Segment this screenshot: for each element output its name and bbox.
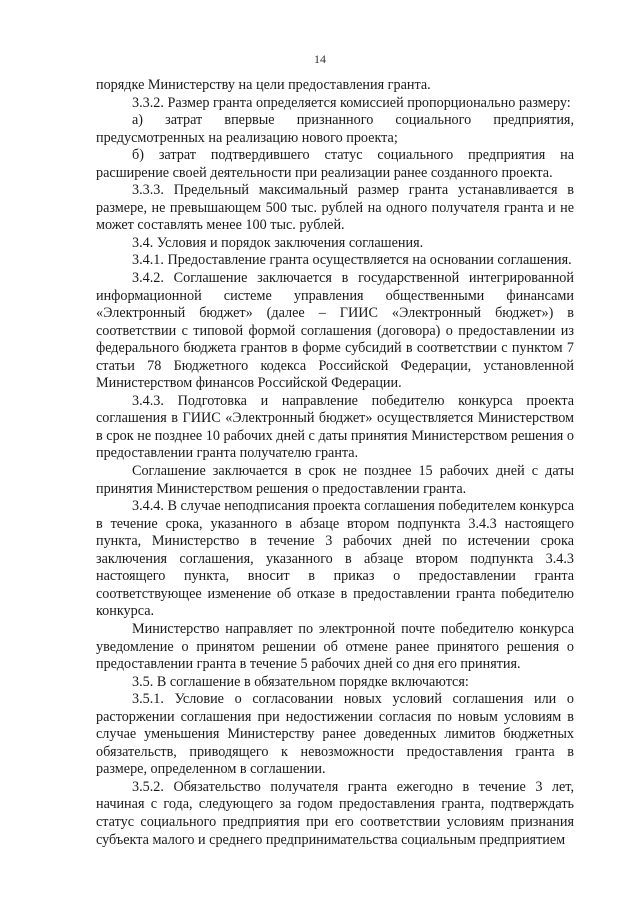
paragraph-3-4: 3.4. Условия и порядок заключения соглашения. [132,234,424,251]
paragraph-3-3-2-b: б) затрат подтвердившего статус социального предприятия на расширение своей деятельности при реализации ранее созданного проекта. [96,147,574,181]
paragraph-3-5: 3.5. В соглашение в обязательном порядке включаются: [132,673,469,690]
paragraph-3-4-2: 3.4.2. Соглашение заключается в государственной интегрированной информационной системе управления общественными финансами «Электронный бюджет» (далее – ГИИС «Электронный бюджет») в соответствии с типовой формой соглашения (договора) о предоставлении из федерального бюджета грантов в форме субсидий в соответствии с пунктом 7 статьи 78 Бюджетного кодекса Российской Федерации, установленной Министерством финансов Российской Федерации. [96,270,574,392]
paragraph-3-4-1: 3.4.1. Предоставление гранта осуществляется на основании соглашения. [132,252,572,269]
paragraph-3-5-1: 3.5.1. Условие о согласовании новых условий соглашения или о расторжении соглашения при недостижении согласия по новым условиям в случае уменьшения Министерству ранее доведенных лимитов бюджетных обязательств, приводящего к невозможности предоставления гранта в размере, определенном в соглашении. [96,691,574,778]
page-number: 14 [314,52,326,66]
paragraph-3-3-2-a: а) затрат впервые признанного социального предприятия, предусмотренных на реализацию нового проекта; [96,112,574,146]
paragraph-3-5-2: 3.5.2. Обязательство получателя гранта ежегодно в течение 3 лет, начиная с года, следующего за годом предоставления гранта, подтверждать статус социального предприятия при его соответствии условиям признания субъекта малого и среднего предпринимательства социальным предприятием [96,778,574,848]
paragraph-3-4-3: 3.4.3. Подготовка и направление победителю конкурса проекта соглашения в ГИИС «Электронный бюджет» осуществляется Министерством в срок не позднее 10 рабочих дней с даты принятия Министерством решения о предоставлении гранта получателю гранта. [96,392,574,462]
paragraph-3-4-4-second: Министерство направляет по электронной почте победителю конкурса уведомление о принятом решении об отмене ранее принятого решения о предоставлении гранта в течение 5 рабочих дней со дня его принятия. [96,620,574,673]
paragraph-3-4-4: 3.4.4. В случае неподписания проекта соглашения победителем конкурса в течение срока, указанного в абзаце втором подпункта 3.4.3 настоящего пункта, Министерство в течение 3 рабочих дней по истечении срока заключения соглашения, указанного в абзаце втором подпункта 3.4.3 настоящего пункта, вносит в приказ о предоставлении гранта соответствующее изменение об отказе в предоставлении гранта победителю конкурса. [96,498,574,620]
paragraph-3-3-2: 3.3.2. Размер гранта определяется комиссией пропорционально размеру: [132,94,571,111]
paragraph-continuation: порядке Министерству на цели предоставления гранта. [96,77,431,93]
paragraph-3-3-3: 3.3.3. Предельный максимальный размер гранта устанавливается в размере, не превышающем 500 тыс. рублей на одного получателя гранта и не может составлять менее 100 тыс. рублей. [96,182,574,234]
paragraph-3-4-3-second: Соглашение заключается в срок не позднее 15 рабочих дней с даты принятия Министерством решения о предоставлении гранта. [96,463,574,497]
document-body [96,77,574,849]
